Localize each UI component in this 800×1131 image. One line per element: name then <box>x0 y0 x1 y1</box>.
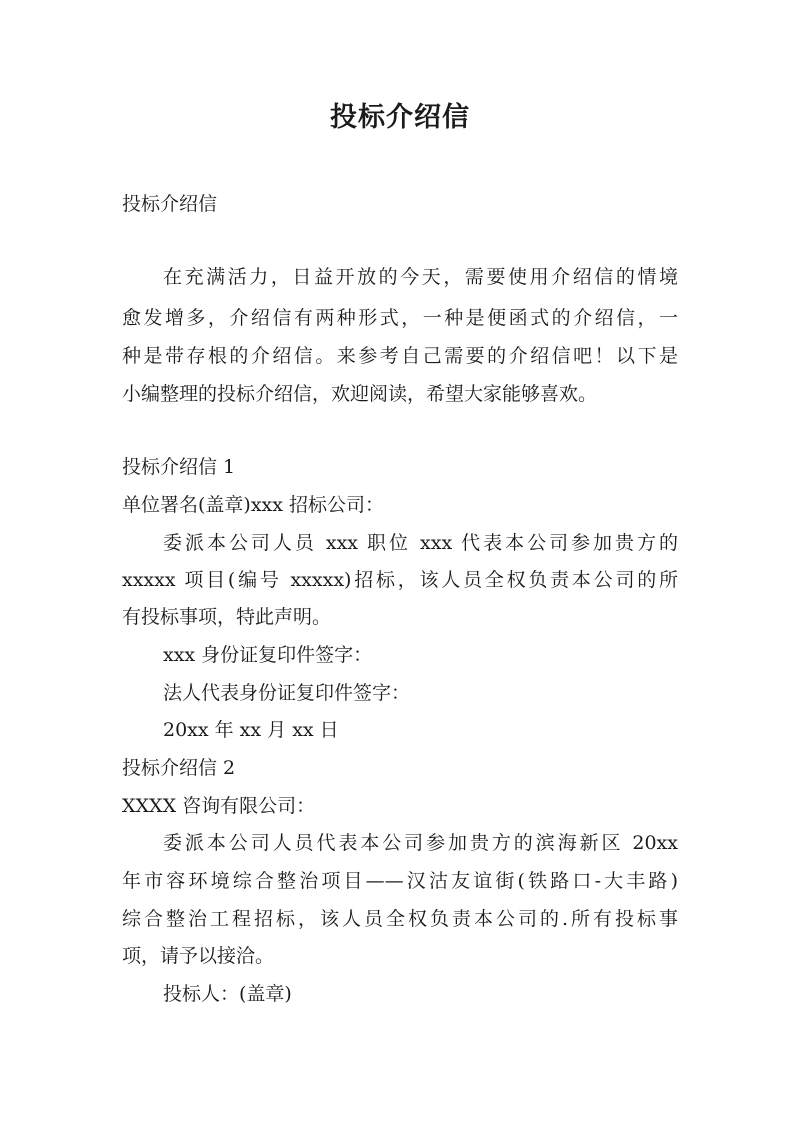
letter2-body-line: 综合整治工程招标，该人员全权负责本公司的.所有投标事 <box>122 908 678 930</box>
letter1-legal-rep-signature: 法人代表身份证复印件签字： <box>163 682 411 704</box>
intro-line: 小编整理的投标介绍信，欢迎阅读，希望大家能够喜欢。 <box>122 383 598 405</box>
letter2-body-line: 年市容环境综合整治项目——汉沽友谊街(铁路口-大丰路) <box>122 870 678 892</box>
letter2-body-line: 项，请予以接洽。 <box>122 945 275 967</box>
letter1-date: 20xx 年 xx 月 xx 日 <box>163 719 339 741</box>
document-subtitle: 投标介绍信 <box>122 193 218 215</box>
letter1-body-line: 委派本公司人员 xxx 职位 xxx 代表本公司参加贵方的 <box>163 532 678 554</box>
letter2-heading: 投标介绍信 2 <box>122 757 236 779</box>
letter1-id-signature: xxx 身份证复印件签字： <box>163 644 373 666</box>
letter1-addressee: 单位署名(盖章)xxx 招标公司： <box>122 494 385 516</box>
document-title: 投标介绍信 <box>330 102 470 133</box>
letter2-addressee: XXXX 咨询有限公司： <box>122 795 316 817</box>
letter1-body-line: 有投标事项，特此声明。 <box>122 606 332 628</box>
letter1-body-line: xxxxx 项目(编号 xxxxx)招标，该人员全权负责本公司的所 <box>122 569 678 591</box>
letter1-heading: 投标介绍信 1 <box>122 456 236 478</box>
letter2-body-line: 委派本公司人员代表本公司参加贵方的滨海新区 20xx <box>163 832 678 854</box>
intro-line: 愈发增多，介绍信有两种形式，一种是便函式的介绍信，一 <box>122 307 678 329</box>
intro-line: 在充满活力，日益开放的今天，需要使用介绍信的情境 <box>163 266 678 288</box>
letter2-bidder-seal: 投标人：(盖章) <box>163 983 292 1005</box>
intro-line: 种是带存根的介绍信。来参考自己需要的介绍信吧！以下是 <box>122 345 678 367</box>
